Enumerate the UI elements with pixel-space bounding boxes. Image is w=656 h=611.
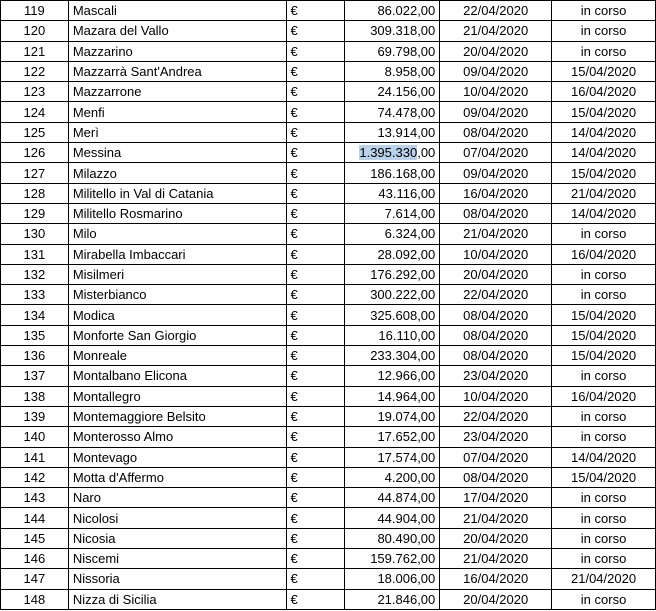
municipality-cell[interactable]: Monreale bbox=[68, 346, 286, 366]
municipality-cell[interactable]: Nizza di Sicilia bbox=[68, 589, 286, 609]
table-row bbox=[1, 143, 656, 163]
amount-cell[interactable]: 80.490,00 bbox=[345, 528, 440, 548]
end-date-cell[interactable]: in corso bbox=[552, 41, 656, 61]
start-date-cell[interactable]: 09/04/2020 bbox=[440, 163, 552, 183]
row-number-cell[interactable]: 132 bbox=[1, 264, 69, 284]
municipality-cell[interactable]: Mazzarrone bbox=[68, 82, 286, 102]
start-date-cell[interactable]: 08/04/2020 bbox=[440, 122, 552, 142]
currency-cell[interactable]: € bbox=[286, 122, 345, 142]
amount-cell[interactable]: 325.608,00 bbox=[345, 305, 440, 325]
currency-cell[interactable]: € bbox=[286, 61, 345, 81]
end-date-cell[interactable]: in corso bbox=[552, 488, 656, 508]
row-number-cell[interactable]: 125 bbox=[1, 122, 69, 142]
end-date-cell[interactable]: 21/04/2020 bbox=[552, 569, 656, 589]
row-number-cell[interactable]: 119 bbox=[1, 1, 69, 21]
end-date-cell[interactable]: in corso bbox=[552, 1, 656, 21]
municipality-cell[interactable]: Misterbianco bbox=[68, 285, 286, 305]
table-row bbox=[1, 61, 656, 81]
municipality-cell[interactable]: Montemaggiore Belsito bbox=[68, 406, 286, 426]
currency-cell[interactable]: € bbox=[286, 1, 345, 21]
end-date-cell[interactable]: in corso bbox=[552, 406, 656, 426]
amount-cell[interactable]: 159.762,00 bbox=[345, 549, 440, 569]
amount-cell[interactable]: 69.798,00 bbox=[345, 41, 440, 61]
end-date-cell[interactable]: 16/04/2020 bbox=[552, 244, 656, 264]
start-date-cell[interactable]: 08/04/2020 bbox=[440, 203, 552, 223]
end-date-cell[interactable]: 15/04/2020 bbox=[552, 346, 656, 366]
start-date-cell[interactable]: 20/04/2020 bbox=[440, 528, 552, 548]
currency-cell[interactable]: € bbox=[286, 143, 345, 163]
start-date-cell[interactable]: 08/04/2020 bbox=[440, 346, 552, 366]
amount-cell[interactable]: 12.966,00 bbox=[345, 366, 440, 386]
start-date-cell[interactable]: 22/04/2020 bbox=[440, 285, 552, 305]
row-number-cell[interactable]: 135 bbox=[1, 325, 69, 345]
end-date-cell[interactable]: in corso bbox=[552, 528, 656, 548]
row-number-cell[interactable]: 126 bbox=[1, 143, 69, 163]
table-row bbox=[1, 244, 656, 264]
amount-cell[interactable]: 186.168,00 bbox=[345, 163, 440, 183]
amount-cell[interactable]: 7.614,00 bbox=[345, 203, 440, 223]
start-date-cell[interactable]: 10/04/2020 bbox=[440, 82, 552, 102]
municipality-cell[interactable]: Mascali bbox=[68, 1, 286, 21]
municipality-cell[interactable]: Menfi bbox=[68, 102, 286, 122]
municipality-cell[interactable]: Nissoria bbox=[68, 569, 286, 589]
currency-cell[interactable]: € bbox=[286, 549, 345, 569]
table-row bbox=[1, 406, 656, 426]
table-row bbox=[1, 224, 656, 244]
table-row bbox=[1, 183, 656, 203]
table-row bbox=[1, 366, 656, 386]
municipality-cell[interactable]: Monforte San Giorgio bbox=[68, 325, 286, 345]
currency-cell[interactable]: € bbox=[286, 325, 345, 345]
start-date-cell[interactable]: 16/04/2020 bbox=[440, 183, 552, 203]
municipality-cell[interactable]: Mazara del Vallo bbox=[68, 21, 286, 41]
end-date-cell[interactable]: in corso bbox=[552, 427, 656, 447]
table-row bbox=[1, 203, 656, 223]
amount-cell[interactable]: 17.574,00 bbox=[345, 447, 440, 467]
municipality-cell[interactable]: Motta d'Affermo bbox=[68, 467, 286, 487]
table-row bbox=[1, 285, 656, 305]
end-date-cell[interactable]: 15/04/2020 bbox=[552, 163, 656, 183]
amount-cell[interactable]: 18.006,00 bbox=[345, 569, 440, 589]
amount-cell[interactable]: 44.904,00 bbox=[345, 508, 440, 528]
start-date-cell[interactable]: 08/04/2020 bbox=[440, 467, 552, 487]
table-row bbox=[1, 325, 656, 345]
municipality-cell[interactable]: Milo bbox=[68, 224, 286, 244]
start-date-cell[interactable]: 08/04/2020 bbox=[440, 325, 552, 345]
start-date-cell[interactable]: 22/04/2020 bbox=[440, 1, 552, 21]
currency-cell[interactable]: € bbox=[286, 305, 345, 325]
selected-text: 1.395.330 bbox=[359, 145, 418, 161]
end-date-cell[interactable]: 16/04/2020 bbox=[552, 386, 656, 406]
end-date-cell[interactable]: in corso bbox=[552, 21, 656, 41]
currency-cell[interactable]: € bbox=[286, 224, 345, 244]
currency-cell[interactable]: € bbox=[286, 386, 345, 406]
table-row bbox=[1, 346, 656, 366]
currency-cell[interactable]: € bbox=[286, 82, 345, 102]
municipality-cell[interactable]: Nicosia bbox=[68, 528, 286, 548]
table-row bbox=[1, 1, 656, 21]
start-date-cell[interactable]: 22/04/2020 bbox=[440, 406, 552, 426]
end-date-cell[interactable]: in corso bbox=[552, 549, 656, 569]
municipality-cell[interactable]: Militello in Val di Catania bbox=[68, 183, 286, 203]
currency-cell[interactable]: € bbox=[286, 589, 345, 609]
amount-cell[interactable]: 309.318,00 bbox=[345, 21, 440, 41]
amount-cell[interactable]: 16.110,00 bbox=[345, 325, 440, 345]
municipality-cell[interactable]: Montallegro bbox=[68, 386, 286, 406]
table-row bbox=[1, 264, 656, 284]
table-row bbox=[1, 163, 656, 183]
amount-cell[interactable] bbox=[345, 143, 440, 163]
end-date-cell[interactable]: 15/04/2020 bbox=[552, 467, 656, 487]
currency-cell[interactable]: € bbox=[286, 346, 345, 366]
municipality-cell[interactable]: Montevago bbox=[68, 447, 286, 467]
row-number-cell[interactable]: 144 bbox=[1, 508, 69, 528]
end-date-cell[interactable]: 14/04/2020 bbox=[552, 203, 656, 223]
currency-cell[interactable]: € bbox=[286, 569, 345, 589]
row-number-cell[interactable]: 140 bbox=[1, 427, 69, 447]
amount-cell[interactable]: 43.116,00 bbox=[345, 183, 440, 203]
row-number-cell[interactable]: 146 bbox=[1, 549, 69, 569]
amount-cell[interactable]: 14.964,00 bbox=[345, 386, 440, 406]
municipality-cell[interactable]: Mazzarrà Sant'Andrea bbox=[68, 61, 286, 81]
end-date-cell[interactable]: in corso bbox=[552, 508, 656, 528]
table-row bbox=[1, 82, 656, 102]
table-row bbox=[1, 305, 656, 325]
currency-cell[interactable]: € bbox=[286, 21, 345, 41]
currency-cell[interactable]: € bbox=[286, 427, 345, 447]
table-row bbox=[1, 122, 656, 142]
municipality-cell[interactable]: Montalbano Elicona bbox=[68, 366, 286, 386]
start-date-cell[interactable]: 07/04/2020 bbox=[440, 447, 552, 467]
municipality-cell[interactable]: Niscemi bbox=[68, 549, 286, 569]
amount-cell[interactable]: 176.292,00 bbox=[345, 264, 440, 284]
table-row bbox=[1, 589, 656, 609]
currency-cell[interactable]: € bbox=[286, 203, 345, 223]
table-row bbox=[1, 569, 656, 589]
row-number-cell[interactable]: 124 bbox=[1, 102, 69, 122]
amount-decimals: ,00 bbox=[417, 145, 436, 161]
table-body bbox=[1, 1, 656, 610]
end-date-cell[interactable]: 15/04/2020 bbox=[552, 305, 656, 325]
currency-cell[interactable]: € bbox=[286, 508, 345, 528]
row-number-cell[interactable]: 122 bbox=[1, 61, 69, 81]
end-date-cell[interactable]: 21/04/2020 bbox=[552, 183, 656, 203]
table-row bbox=[1, 467, 656, 487]
start-date-cell[interactable]: 23/04/2020 bbox=[440, 366, 552, 386]
start-date-cell[interactable]: 16/04/2020 bbox=[440, 569, 552, 589]
start-date-cell[interactable]: 20/04/2020 bbox=[440, 264, 552, 284]
currency-cell[interactable]: € bbox=[286, 366, 345, 386]
table-row bbox=[1, 447, 656, 467]
start-date-cell[interactable]: 07/04/2020 bbox=[440, 143, 552, 163]
municipality-cell[interactable]: Monterosso Almo bbox=[68, 427, 286, 447]
amount-cell[interactable]: 300.222,00 bbox=[345, 285, 440, 305]
start-date-cell[interactable]: 17/04/2020 bbox=[440, 488, 552, 508]
amount-cell[interactable]: 17.652,00 bbox=[345, 427, 440, 447]
currency-cell[interactable]: € bbox=[286, 285, 345, 305]
end-date-cell[interactable]: in corso bbox=[552, 366, 656, 386]
row-number-cell[interactable]: 143 bbox=[1, 488, 69, 508]
municipality-cell[interactable]: Modica bbox=[68, 305, 286, 325]
amount-cell[interactable]: 28.092,00 bbox=[345, 244, 440, 264]
amount-cell[interactable]: 19.074,00 bbox=[345, 406, 440, 426]
row-number-cell[interactable]: 148 bbox=[1, 589, 69, 609]
end-date-cell[interactable]: 15/04/2020 bbox=[552, 325, 656, 345]
end-date-cell[interactable]: in corso bbox=[552, 589, 656, 609]
amount-cell[interactable]: 74.478,00 bbox=[345, 102, 440, 122]
amount-cell[interactable]: 86.022,00 bbox=[345, 1, 440, 21]
start-date-cell[interactable]: 21/04/2020 bbox=[440, 224, 552, 244]
currency-cell[interactable]: € bbox=[286, 447, 345, 467]
row-number-cell[interactable]: 129 bbox=[1, 203, 69, 223]
row-number-cell[interactable]: 121 bbox=[1, 41, 69, 61]
start-date-cell[interactable]: 10/04/2020 bbox=[440, 386, 552, 406]
row-number-cell[interactable]: 127 bbox=[1, 163, 69, 183]
row-number-cell[interactable]: 133 bbox=[1, 285, 69, 305]
currency-cell[interactable]: € bbox=[286, 244, 345, 264]
start-date-cell[interactable]: 20/04/2020 bbox=[440, 589, 552, 609]
end-date-cell[interactable]: 14/04/2020 bbox=[552, 122, 656, 142]
table-row bbox=[1, 508, 656, 528]
table-row bbox=[1, 528, 656, 548]
currency-cell[interactable]: € bbox=[286, 41, 345, 61]
amount-cell[interactable]: 6.324,00 bbox=[345, 224, 440, 244]
end-date-cell[interactable]: 14/04/2020 bbox=[552, 447, 656, 467]
municipality-cell[interactable]: Mazzarino bbox=[68, 41, 286, 61]
municipality-cell[interactable]: Milazzo bbox=[68, 163, 286, 183]
row-number-cell[interactable]: 131 bbox=[1, 244, 69, 264]
end-date-cell[interactable]: in corso bbox=[552, 264, 656, 284]
row-number-cell[interactable]: 136 bbox=[1, 346, 69, 366]
amount-cell[interactable]: 24.156,00 bbox=[345, 82, 440, 102]
municipality-cell[interactable]: Messina bbox=[68, 143, 286, 163]
row-number-cell[interactable]: 147 bbox=[1, 569, 69, 589]
currency-cell[interactable]: € bbox=[286, 183, 345, 203]
row-number-cell[interactable]: 128 bbox=[1, 183, 69, 203]
start-date-cell[interactable]: 21/04/2020 bbox=[440, 508, 552, 528]
end-date-cell[interactable]: 16/04/2020 bbox=[552, 82, 656, 102]
currency-cell[interactable]: € bbox=[286, 488, 345, 508]
municipality-cell[interactable]: Mirabella Imbaccari bbox=[68, 244, 286, 264]
row-number-cell[interactable]: 138 bbox=[1, 386, 69, 406]
table-row bbox=[1, 549, 656, 569]
table-row bbox=[1, 386, 656, 406]
amount-cell[interactable]: 233.304,00 bbox=[345, 346, 440, 366]
municipality-cell[interactable]: Merì bbox=[68, 122, 286, 142]
end-date-cell[interactable]: in corso bbox=[552, 224, 656, 244]
start-date-cell[interactable]: 20/04/2020 bbox=[440, 41, 552, 61]
start-date-cell[interactable]: 23/04/2020 bbox=[440, 427, 552, 447]
start-date-cell[interactable]: 21/04/2020 bbox=[440, 549, 552, 569]
currency-cell[interactable]: € bbox=[286, 406, 345, 426]
row-number-cell[interactable]: 139 bbox=[1, 406, 69, 426]
amount-cell[interactable]: 13.914,00 bbox=[345, 122, 440, 142]
currency-cell[interactable]: € bbox=[286, 102, 345, 122]
table-row bbox=[1, 427, 656, 447]
end-date-cell[interactable]: 15/04/2020 bbox=[552, 61, 656, 81]
amount-cell[interactable]: 8.958,00 bbox=[345, 61, 440, 81]
end-date-cell[interactable]: 14/04/2020 bbox=[552, 143, 656, 163]
start-date-cell[interactable]: 08/04/2020 bbox=[440, 305, 552, 325]
amount-cell[interactable]: 4.200,00 bbox=[345, 467, 440, 487]
currency-cell[interactable]: € bbox=[286, 467, 345, 487]
table-row bbox=[1, 41, 656, 61]
currency-cell[interactable]: € bbox=[286, 264, 345, 284]
row-number-cell[interactable]: 141 bbox=[1, 447, 69, 467]
currency-cell[interactable]: € bbox=[286, 163, 345, 183]
start-date-cell[interactable]: 21/04/2020 bbox=[440, 21, 552, 41]
table-row bbox=[1, 21, 656, 41]
table-row bbox=[1, 102, 656, 122]
amount-cell[interactable]: 21.846,00 bbox=[345, 589, 440, 609]
row-number-cell[interactable]: 142 bbox=[1, 467, 69, 487]
table-row bbox=[1, 488, 656, 508]
row-number-cell[interactable]: 134 bbox=[1, 305, 69, 325]
end-date-cell[interactable]: in corso bbox=[552, 285, 656, 305]
start-date-cell[interactable]: 10/04/2020 bbox=[440, 244, 552, 264]
end-date-cell[interactable]: 15/04/2020 bbox=[552, 102, 656, 122]
municipality-cell[interactable]: Naro bbox=[68, 488, 286, 508]
amount-cell[interactable]: 44.874,00 bbox=[345, 488, 440, 508]
start-date-cell[interactable]: 09/04/2020 bbox=[440, 61, 552, 81]
currency-cell[interactable]: € bbox=[286, 528, 345, 548]
start-date-cell[interactable]: 09/04/2020 bbox=[440, 102, 552, 122]
row-number-cell[interactable]: 123 bbox=[1, 82, 69, 102]
municipality-cell[interactable]: Misilmeri bbox=[68, 264, 286, 284]
municipality-cell[interactable]: Militello Rosmarino bbox=[68, 203, 286, 223]
municipality-cell[interactable]: Nicolosi bbox=[68, 508, 286, 528]
row-number-cell[interactable]: 145 bbox=[1, 528, 69, 548]
row-number-cell[interactable]: 130 bbox=[1, 224, 69, 244]
row-number-cell[interactable]: 137 bbox=[1, 366, 69, 386]
row-number-cell[interactable]: 120 bbox=[1, 21, 69, 41]
